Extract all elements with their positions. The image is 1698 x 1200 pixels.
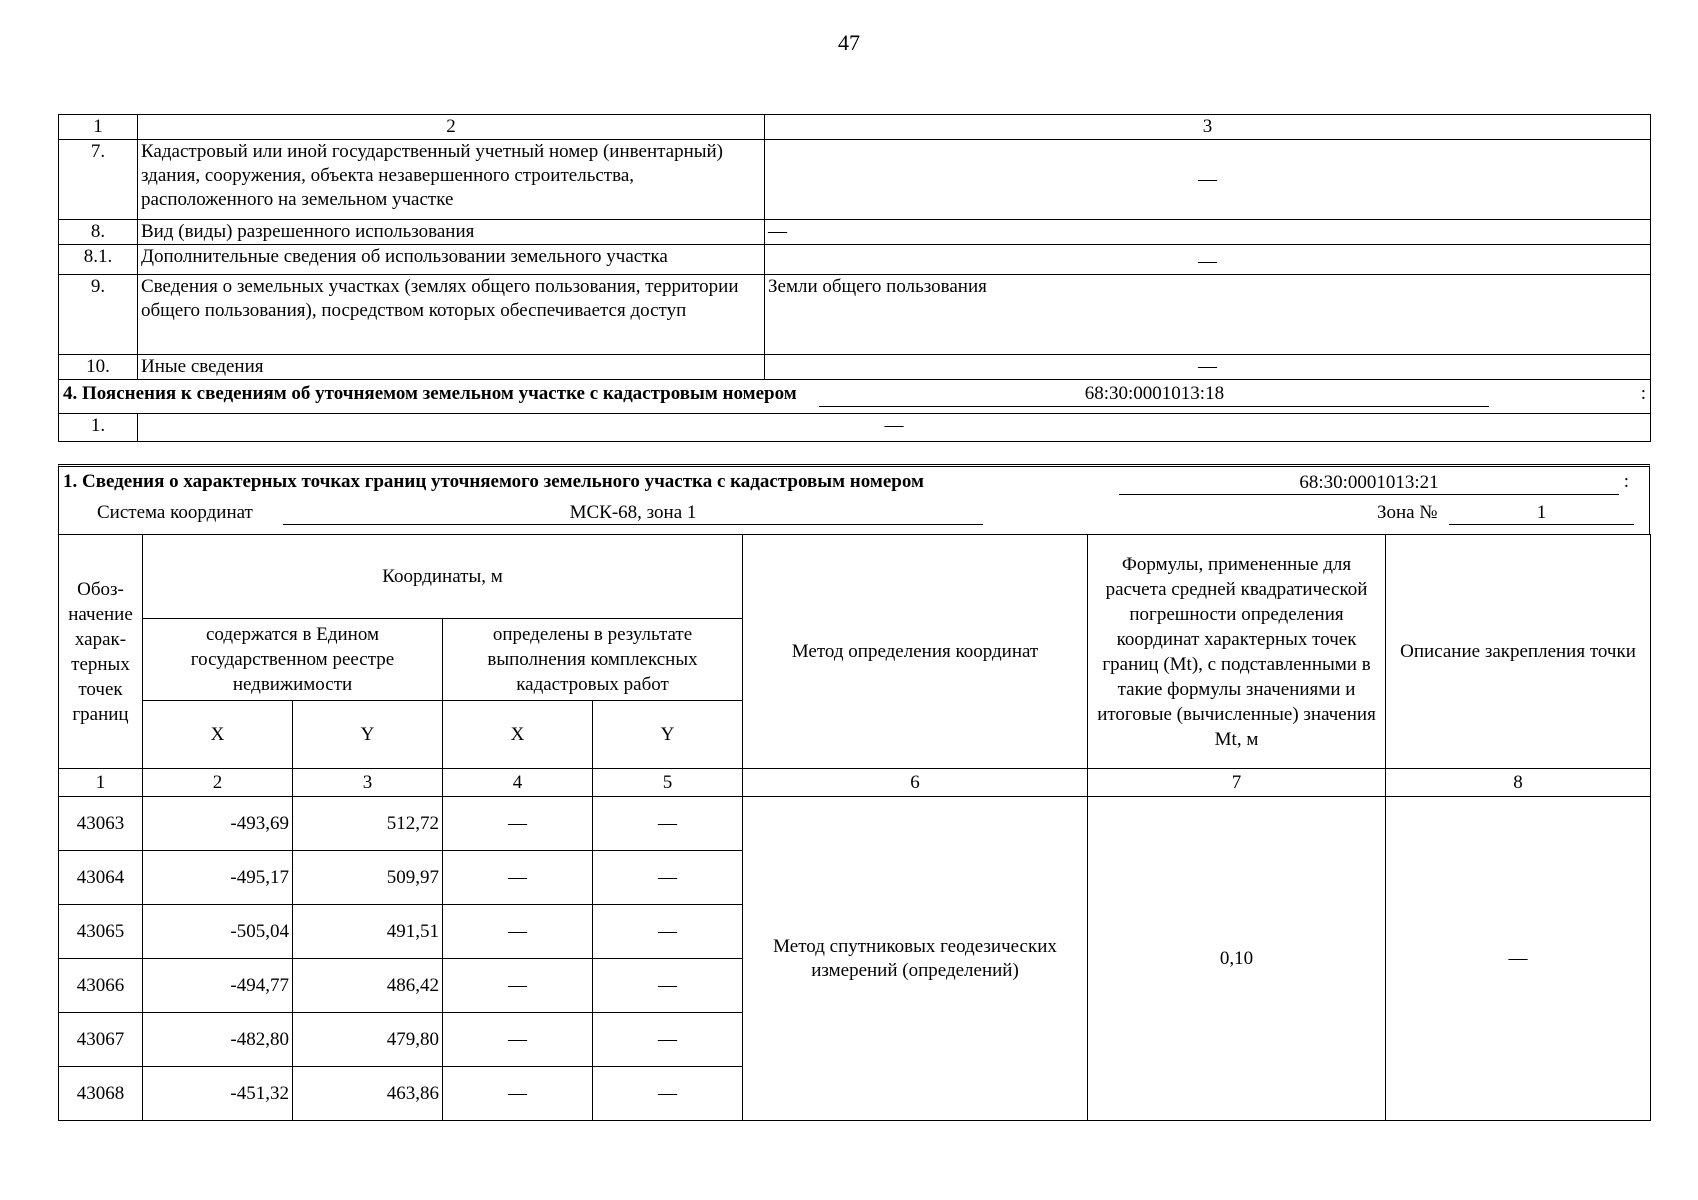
point-x: -494,77 (143, 959, 293, 1013)
point-y: 509,97 (293, 851, 443, 905)
section4-cadastral-number: 68:30:0001013:18 (819, 382, 1489, 407)
point-id: 43067 (59, 1013, 143, 1067)
section4-header-row (59, 380, 1651, 414)
point-id: 43068 (59, 1067, 143, 1121)
header-y: Y (293, 701, 443, 769)
point-id: 43064 (59, 851, 143, 905)
point-y-complex: — (593, 1013, 743, 1067)
point-y-complex: — (593, 959, 743, 1013)
header-egrn-coordinates: содержатся в Едином государственном реестре недвижимости (143, 619, 443, 701)
row-number: 9. (59, 275, 138, 355)
header-point-designation: Обоз-начение харак-терных точек границ (59, 535, 143, 769)
row-number: 8. (59, 220, 138, 245)
header-x: X (143, 701, 293, 769)
point-x-complex: — (443, 905, 593, 959)
point-x: -493,69 (143, 797, 293, 851)
row-value: — (765, 355, 1651, 380)
header-complex-works-coordinates: определены в результате выполнения комплексных кадастровых работ (443, 619, 743, 701)
point-x: -505,04 (143, 905, 293, 959)
header-y: Y (593, 701, 743, 769)
row-number: 7. (59, 140, 138, 220)
header-coordinates: Координаты, м (143, 535, 743, 619)
point-id: 43063 (59, 797, 143, 851)
zone-value: 1 (1449, 502, 1634, 525)
row-label: Дополнительные сведения об использовании земельного участка (138, 245, 765, 275)
col-number: 5 (593, 769, 743, 797)
col-number: 7 (1088, 769, 1386, 797)
point-x: -482,80 (143, 1013, 293, 1067)
point-x-complex: — (443, 851, 593, 905)
row-number: 8.1. (59, 245, 138, 275)
section4-colon: : (1640, 383, 1646, 404)
point-y: 486,42 (293, 959, 443, 1013)
section1-title: 1. Сведения о характерных точках границ уточняемого земельного участка с кадастровым номером (63, 471, 924, 492)
row-label: Сведения о земельных участках (землях общего пользования, территории общего пользования), посредством которых обеспечивается доступ (138, 275, 765, 355)
point-y-complex: — (593, 905, 743, 959)
row-label: Иные сведения (138, 355, 765, 380)
col-number-3: 3 (765, 115, 1651, 140)
method-value: Метод спутниковых геодезических измерений (определений) (743, 797, 1088, 1121)
zone-label: Зона № (1377, 502, 1438, 523)
col-number: 3 (293, 769, 443, 797)
row-label: Кадастровый или иной государственный учетный номер (инвентарный) здания, сооружения, объекта незавершенного строительства, расположенного на земельном участке (138, 140, 765, 220)
header-description: Описание закрепления точки (1386, 535, 1651, 769)
description-value: — (1386, 797, 1651, 1121)
point-id: 43066 (59, 959, 143, 1013)
point-x-complex: — (443, 959, 593, 1013)
row-value: — (765, 245, 1651, 275)
column-number-row (59, 115, 1651, 140)
row-label: Вид (виды) разрешенного использования (138, 220, 765, 245)
header-method: Метод определения координат (743, 535, 1088, 769)
col-number-1: 1 (59, 115, 138, 140)
section1-colon: : (1623, 471, 1629, 492)
point-x: -495,17 (143, 851, 293, 905)
col-number-2: 2 (138, 115, 765, 140)
row-value: Земли общего пользования (765, 275, 1651, 355)
section1-cadastral-number: 68:30:0001013:21 (1119, 472, 1619, 495)
column-number-row (59, 769, 1651, 797)
row-number: 10. (59, 355, 138, 380)
header-row (59, 535, 1651, 619)
section4-title: 4. Пояснения к сведениям об уточняемом земельном участке с кадастровым номером (63, 383, 797, 404)
point-x-complex: — (443, 797, 593, 851)
point-x: -451,32 (143, 1067, 293, 1121)
table-row (59, 220, 1651, 245)
point-y: 479,80 (293, 1013, 443, 1067)
point-y-complex: — (593, 797, 743, 851)
mt-value: 0,10 (1088, 797, 1386, 1121)
col-number: 1 (59, 769, 143, 797)
col-number: 4 (443, 769, 593, 797)
section1-header (58, 464, 1650, 534)
header-x: X (443, 701, 593, 769)
point-y: 491,51 (293, 905, 443, 959)
point-id: 43065 (59, 905, 143, 959)
page-number: 47 (838, 30, 860, 55)
section4-header (59, 380, 1651, 414)
point-y: 512,72 (293, 797, 443, 851)
point-x-complex: — (443, 1067, 593, 1121)
table-row (59, 797, 1651, 851)
boundary-points-table (58, 534, 1651, 1121)
table-row (59, 245, 1651, 275)
table-row (59, 275, 1651, 355)
header-formulas: Формулы, примененные для расчета средней квадратической погрешности определения координат характерных точек границ (Mt), с подставленными в такие формулы значениями и итоговые (вычисленные) значения Mt, м (1088, 535, 1386, 769)
coordinate-system-label: Система координат (97, 502, 253, 523)
point-y: 463,86 (293, 1067, 443, 1121)
row-value: — (138, 414, 1651, 442)
row-value: — (765, 220, 1651, 245)
land-plot-info-table (58, 114, 1651, 442)
table-row (59, 414, 1651, 442)
row-value: — (765, 140, 1651, 220)
point-y-complex: — (593, 851, 743, 905)
table-row (59, 355, 1651, 380)
coordinate-system-value: МСК-68, зона 1 (283, 502, 983, 525)
col-number: 6 (743, 769, 1088, 797)
row-number: 1. (59, 414, 138, 442)
table-row (59, 140, 1651, 220)
point-y-complex: — (593, 1067, 743, 1121)
col-number: 2 (143, 769, 293, 797)
point-x-complex: — (443, 1013, 593, 1067)
col-number: 8 (1386, 769, 1651, 797)
